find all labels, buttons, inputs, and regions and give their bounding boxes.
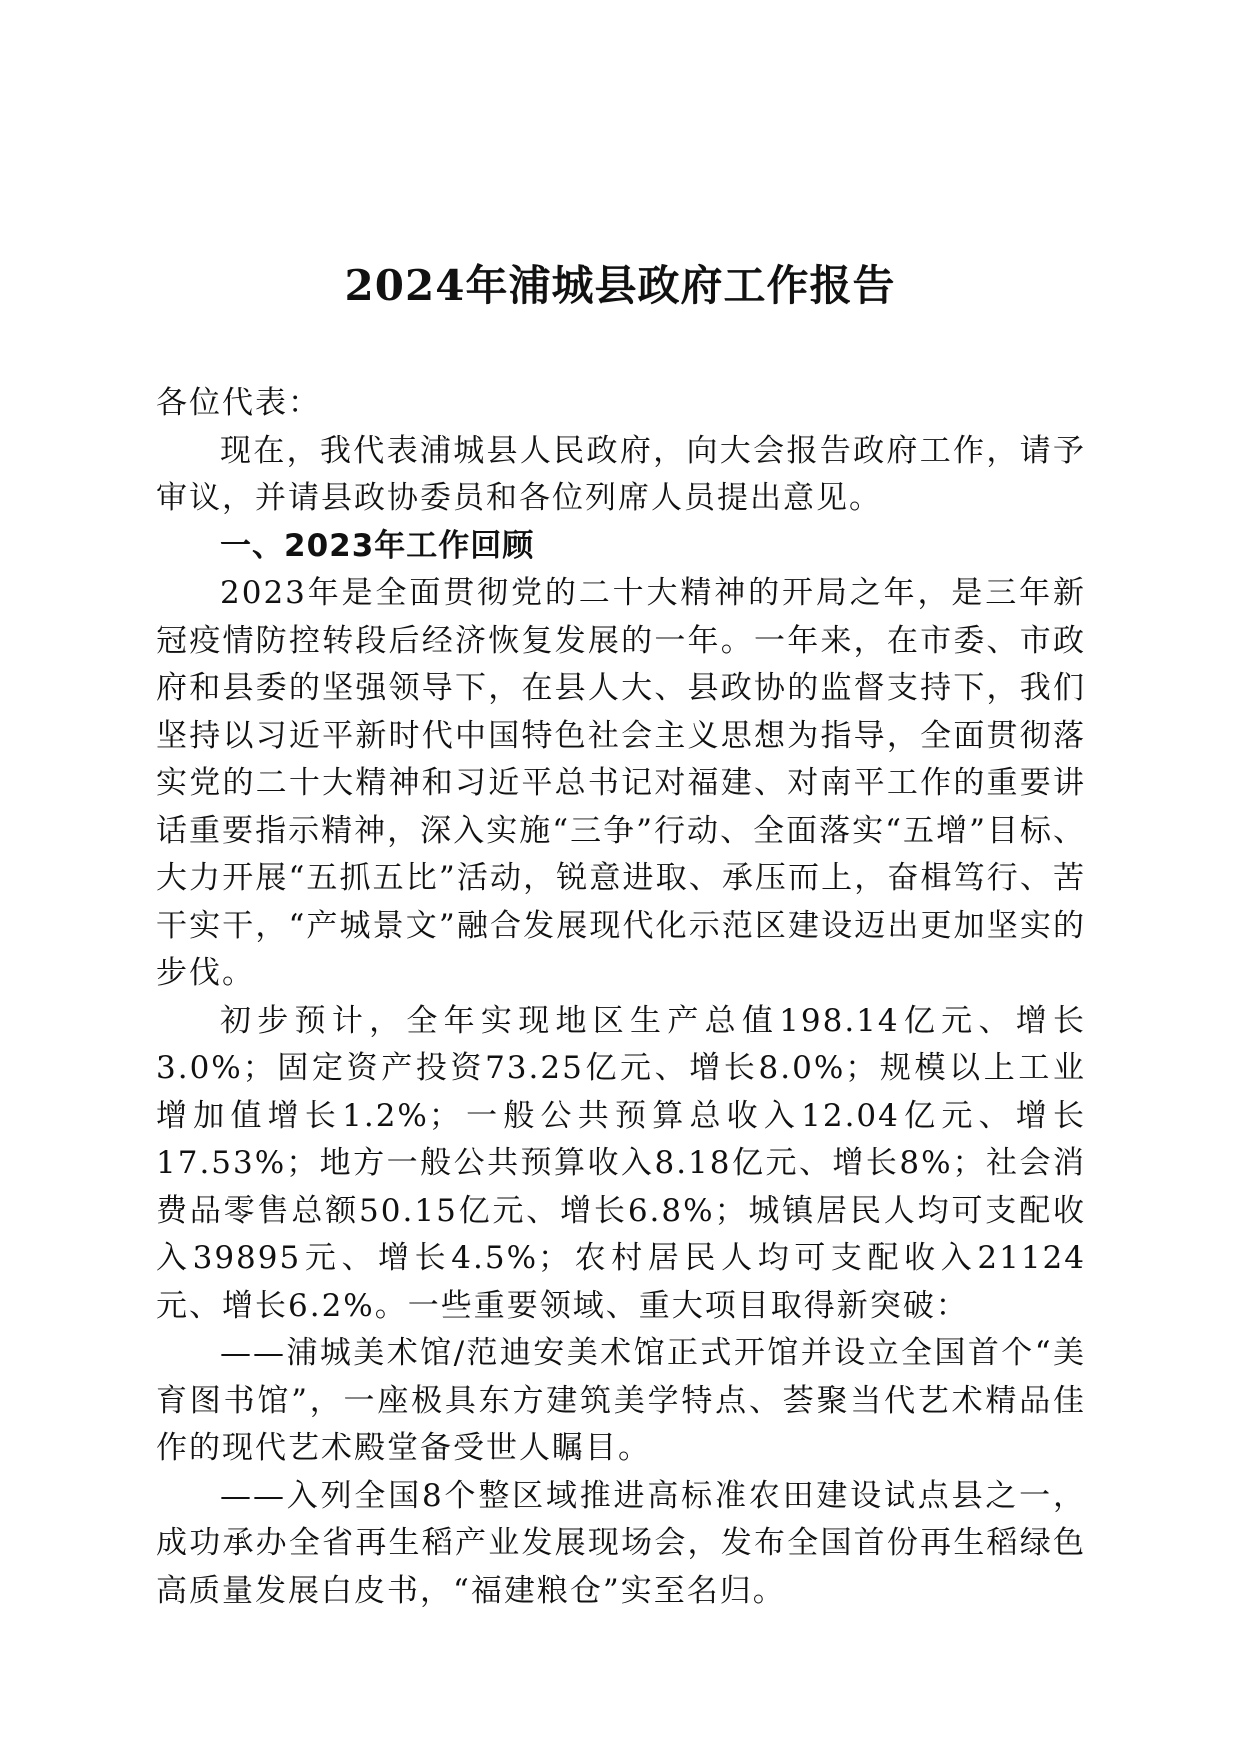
section-heading: 一、2023年工作回顾 <box>220 527 535 564</box>
paragraph-overview: 2023年是全面贯彻党的二十大精神的开局之年，是三年新冠疫情防控转段后经济恢复发展的一年。一年来，在市委、市政府和县委的坚强领导下，在县人大、县政协的监督支持下，我们坚持以习近平新时代中国特色社会主义思想为指导，全面贯彻落实党的二十大精神和习近平总书记对福建、对南平工作的重要讲话重要指示精神，深入实施“三争”行动、全面落实“五增”目标、大力开展“五抓五比”活动，锐意进取、承压而上，奋楫笃行、苦干实干，“产城景文”融合发展现代化示范区建设迈出更加坚实的步伐。 <box>156 575 1086 991</box>
paragraph-highlight-art-museum: ——浦城美术馆/范迪安美术馆正式开馆并设立全国首个“美育图书馆”，一座极具东方建筑美学特点、荟聚当代艺术精品佳作的现代艺术殿堂备受世人瞩目。 <box>156 1335 1086 1466</box>
paragraph-intro: 现在，我代表浦城县人民政府，向大会报告政府工作，请予审议，并请县政协委员和各位列席人员提出意见。 <box>156 432 1086 516</box>
document-title: 2024年浦城县政府工作报告 <box>344 261 896 310</box>
paragraph-highlight-farmland: ——入列全国8个整区域推进高标准农田建设试点县之一，成功承办全省再生稻产业发展现场会，发布全国首份再生稻绿色高质量发展白皮书，“福建粮仓”实至名归。 <box>156 1477 1086 1609</box>
salutation: 各位代表： <box>156 385 321 421</box>
paragraph-statistics: 初步预计，全年实现地区生产总值198.14亿元、增长3.0%；固定资产投资73.25亿元、增长8.0%；规模以上工业增加值增长1.2%；一般公共预算总收入12.04亿元、增长17.53%；地方一般公共预算收入8.18亿元、增长8%；社会消费品零售总额50.15亿元、增长6.8%；城镇居民人均可支配收入39895元、增长4.5%；农村居民人均可支配收入21124元、增长6.2%。一些重要领域、重大项目取得新突破： <box>156 1002 1086 1324</box>
document-body <box>156 380 1086 1615</box>
